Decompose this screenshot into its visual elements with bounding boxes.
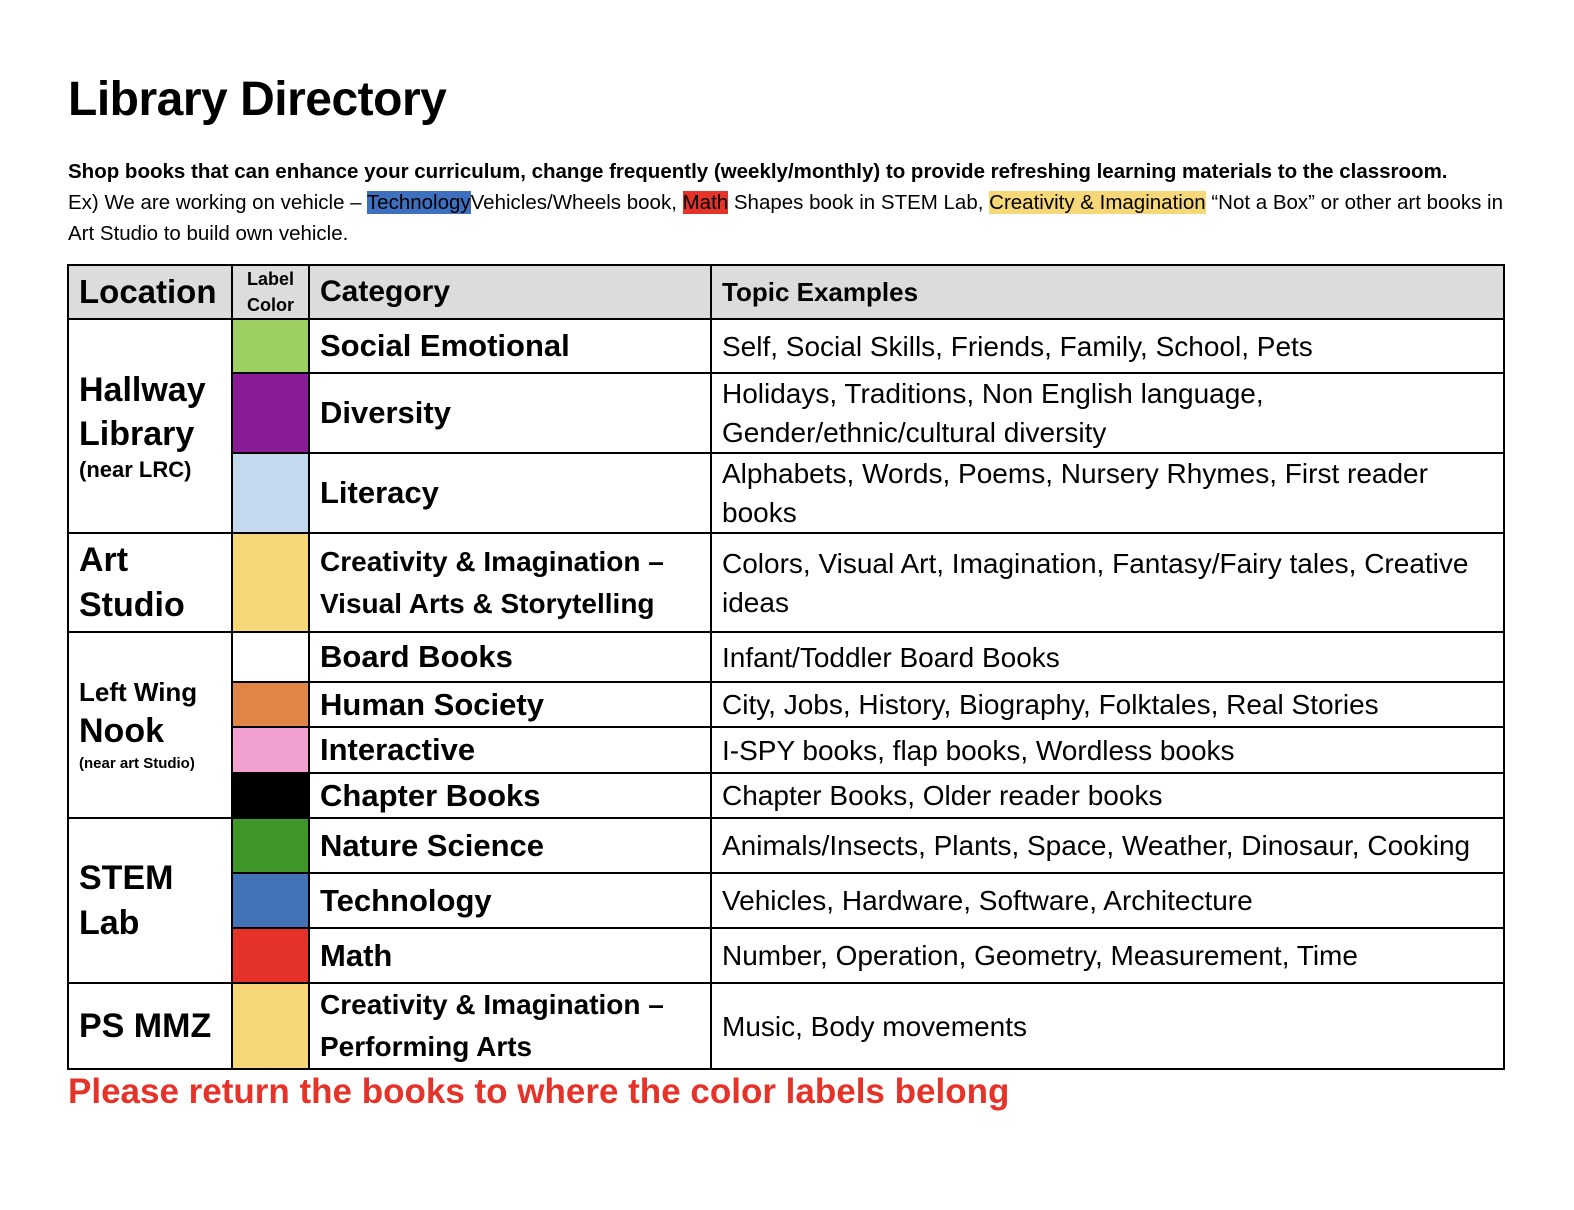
topic-cell: City, Jobs, History, Biography, Folktales, Real Stories <box>711 682 1504 727</box>
table-row <box>68 983 1504 1069</box>
category-cell: Diversity <box>309 373 711 453</box>
location-ps-mmz <box>68 983 232 1069</box>
example-mid-1: Vehicles/Wheels book, <box>470 191 683 214</box>
category-cell: Technology <box>309 873 711 928</box>
topic-cell: Number, Operation, Geometry, Measurement, Time <box>711 928 1504 983</box>
category-cell: Social Emotional <box>309 319 711 373</box>
color-swatch <box>232 727 309 773</box>
location-art-studio <box>68 533 232 632</box>
category-cell <box>309 983 711 1069</box>
category-cell: Nature Science <box>309 818 711 873</box>
topic-cell: Animals/Insects, Plants, Space, Weather, Dinosaur, Cooking <box>711 818 1504 873</box>
location-line: Studio <box>79 585 185 624</box>
topic-cell: Alphabets, Words, Poems, Nursery Rhymes, First reader books <box>711 453 1504 533</box>
category-cell: Literacy <box>309 453 711 533</box>
location-hallway-library <box>68 319 232 533</box>
color-swatch <box>232 773 309 818</box>
category-cell: Math <box>309 928 711 983</box>
location-note: (near art Studio) <box>79 754 195 772</box>
table-row <box>68 818 1504 873</box>
color-swatch <box>232 682 309 727</box>
intro-line: Shop books that can enhance your curriculum, change frequently (weekly/monthly) to provide refreshing learning materials to the classroom. <box>68 160 1448 183</box>
location-left-wing-nook <box>68 632 232 818</box>
header-location: Location <box>68 265 232 319</box>
category-cell <box>309 533 711 632</box>
category-cell: Interactive <box>309 727 711 773</box>
table-row <box>68 453 1504 533</box>
color-swatch <box>232 373 309 453</box>
header-topics: Topic Examples <box>711 265 1504 319</box>
location-line: Left Wing <box>79 676 198 707</box>
location-line: Library <box>79 414 195 453</box>
highlight-creativity: Creativity & Imagination <box>989 191 1206 214</box>
location-stem-lab <box>68 818 232 983</box>
header-category: Category <box>309 265 711 319</box>
color-swatch <box>232 983 309 1069</box>
topic-cell: Vehicles, Hardware, Software, Architecture <box>711 873 1504 928</box>
example-suffix: “Not a Box” or other art books in Art Studio to build own vehicle. <box>68 191 1504 245</box>
category-cell: Human Society <box>309 682 711 727</box>
page-title: Library Directory <box>68 73 447 126</box>
table-row <box>68 682 1504 727</box>
location-line: Nook <box>79 712 164 751</box>
color-swatch <box>232 319 309 373</box>
table-row <box>68 928 1504 983</box>
location-line: Hallway <box>79 370 206 409</box>
header-label-line-1: Label <box>246 269 294 289</box>
location-line: PS MMZ <box>79 1006 212 1045</box>
header-label-color <box>232 265 309 319</box>
table-row <box>68 373 1504 453</box>
highlight-math: Math <box>682 191 729 214</box>
color-swatch <box>232 873 309 928</box>
table-row <box>68 319 1504 373</box>
table-header-row <box>68 265 1504 319</box>
example-mid-2: Shapes book in STEM Lab, <box>728 191 990 214</box>
directory-table <box>67 264 1505 1070</box>
color-swatch <box>232 632 309 682</box>
highlight-technology: Technology <box>366 191 471 214</box>
color-swatch <box>232 533 309 632</box>
color-swatch <box>232 928 309 983</box>
topic-cell: Chapter Books, Older reader books <box>711 773 1504 818</box>
topic-cell: Self, Social Skills, Friends, Family, School, Pets <box>711 319 1504 373</box>
example-prefix: Ex) We are working on vehicle – <box>68 191 367 214</box>
topic-cell: Music, Body movements <box>711 983 1504 1069</box>
table-row <box>68 773 1504 818</box>
category-cell: Chapter Books <box>309 773 711 818</box>
intro-text <box>68 156 1508 249</box>
table-row <box>68 873 1504 928</box>
color-swatch <box>232 818 309 873</box>
topic-cell: I-SPY books, flap books, Wordless books <box>711 727 1504 773</box>
example-line <box>68 187 1508 249</box>
category-line: Creativity & Imagination – <box>320 545 664 577</box>
return-notice: Please return the books to where the color labels belong <box>68 1072 1010 1111</box>
table-row <box>68 533 1504 632</box>
location-note: (near LRC) <box>79 456 192 482</box>
topic-cell: Colors, Visual Art, Imagination, Fantasy/Fairy tales, Creative ideas <box>711 533 1504 632</box>
location-line: Art <box>79 541 129 580</box>
category-cell: Board Books <box>309 632 711 682</box>
color-swatch <box>232 453 309 533</box>
topic-cell: Infant/Toddler Board Books <box>711 632 1504 682</box>
category-line: Visual Arts & Storytelling <box>320 587 655 619</box>
category-line: Creativity & Imagination – <box>320 989 664 1020</box>
location-line: Lab <box>79 903 140 942</box>
topic-cell: Holidays, Traditions, Non English language, Gender/ethnic/cultural diversity <box>711 373 1504 453</box>
header-label-line-2: Color <box>247 295 294 315</box>
location-line: STEM <box>79 859 174 898</box>
category-line: Performing Arts <box>320 1031 533 1062</box>
table-row <box>68 727 1504 773</box>
table-row <box>68 632 1504 682</box>
